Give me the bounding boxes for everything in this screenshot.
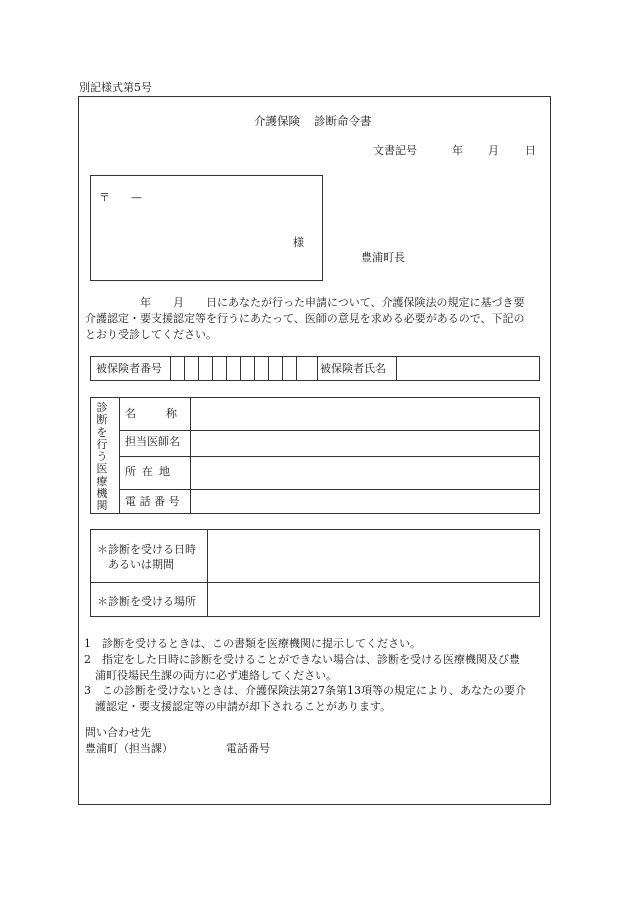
sender-name: 豊浦町長 xyxy=(361,251,405,264)
contact-heading: 問い合わせ先 xyxy=(85,726,151,739)
phone-label: 電話番号 xyxy=(125,495,183,508)
doctor-name-label: 担当医師名 xyxy=(125,435,180,448)
honorific: 様 xyxy=(293,236,304,249)
name-label-a: 名 xyxy=(125,407,136,420)
address-box xyxy=(90,175,323,281)
label-column-divider xyxy=(207,530,208,616)
digit-box-divider xyxy=(317,357,318,380)
digit-box-divider xyxy=(282,357,283,380)
address-label: 所在地 xyxy=(125,465,176,478)
row-divider xyxy=(120,489,539,490)
side-label-char: を xyxy=(96,425,108,439)
date-year-label: 年 xyxy=(452,144,463,157)
digit-box-divider xyxy=(184,357,185,380)
digit-box-divider xyxy=(240,357,241,380)
doc-number-label: 文書記号 xyxy=(373,144,417,157)
digit-box-divider xyxy=(198,357,199,380)
side-label-char: う xyxy=(96,450,108,464)
datetime-label-line1: ＊診断を受ける日時 xyxy=(97,543,196,556)
side-label-char: 診 xyxy=(96,401,108,414)
form-number: 別記様式第5号 xyxy=(79,81,152,94)
row-divider xyxy=(120,430,539,431)
body-line: 年 月 日にあなたが行った申請について、介護保険法の規定に基づき要 xyxy=(85,296,525,309)
date-day-label: 日 xyxy=(525,144,536,157)
row-divider xyxy=(91,582,539,583)
title-right: 診断命令書 xyxy=(314,114,372,128)
digit-box-divider xyxy=(226,357,227,380)
note-line: 3 この診断を受けないときは、介護保険法第27条第13項等の規定により、あなたの要介 xyxy=(84,684,526,698)
postal-dash: — xyxy=(131,191,142,204)
digit-box-divider xyxy=(212,357,213,380)
contact-office: 豊浦町（担当課） xyxy=(85,742,173,755)
institution-side-label xyxy=(96,402,108,513)
note-line: 2 指定をした日時に診断を受けることができない場合は、診断を受ける医療機関及び豊 xyxy=(84,652,520,666)
side-label-char: 関 xyxy=(96,499,108,513)
row-divider xyxy=(120,456,539,457)
postal-mark: 〒 xyxy=(99,191,110,204)
document-title xyxy=(254,116,372,128)
side-label-char: 療 xyxy=(96,474,108,488)
side-label-char: 行 xyxy=(96,437,108,451)
insured-name-label: 被保険者氏名 xyxy=(320,362,386,375)
date-month-label: 月 xyxy=(488,144,499,157)
note-line: 護認定・要支援認定等の申請が却下されることがあります。 xyxy=(84,700,392,714)
side-label-char: 機 xyxy=(96,487,108,501)
place-label: ＊診断を受ける場所 xyxy=(97,595,196,608)
digit-box-divider xyxy=(296,357,297,380)
digit-box-divider xyxy=(254,357,255,380)
side-label-char: 医 xyxy=(96,462,108,476)
side-label-char: 断 xyxy=(96,413,108,427)
body-line: 介護認定・要支援認定等を行うにあたって、医師の意見を求める必要があるので、下記の xyxy=(85,312,525,325)
institution-name-label xyxy=(125,408,177,419)
name-cell-divider xyxy=(396,357,397,380)
insured-number-label: 被保険者番号 xyxy=(96,362,162,375)
datetime-label-line2: あるいは期間 xyxy=(108,558,174,571)
body-paragraph xyxy=(85,295,545,343)
name-label-b: 称 xyxy=(166,407,177,420)
body-line: とおり受診してください。 xyxy=(85,328,217,341)
notes-list xyxy=(84,636,554,715)
digit-box-divider xyxy=(170,357,171,380)
note-line: 1 診断を受けるときは、この書類を医療機関に提示してください。 xyxy=(84,637,421,650)
title-left: 介護保険 xyxy=(254,114,300,128)
digit-box-divider xyxy=(268,357,269,380)
contact-phone-label: 電話番号 xyxy=(226,742,270,755)
note-line: 浦町役場民生課の両方に必ず連絡してください。 xyxy=(84,668,337,682)
